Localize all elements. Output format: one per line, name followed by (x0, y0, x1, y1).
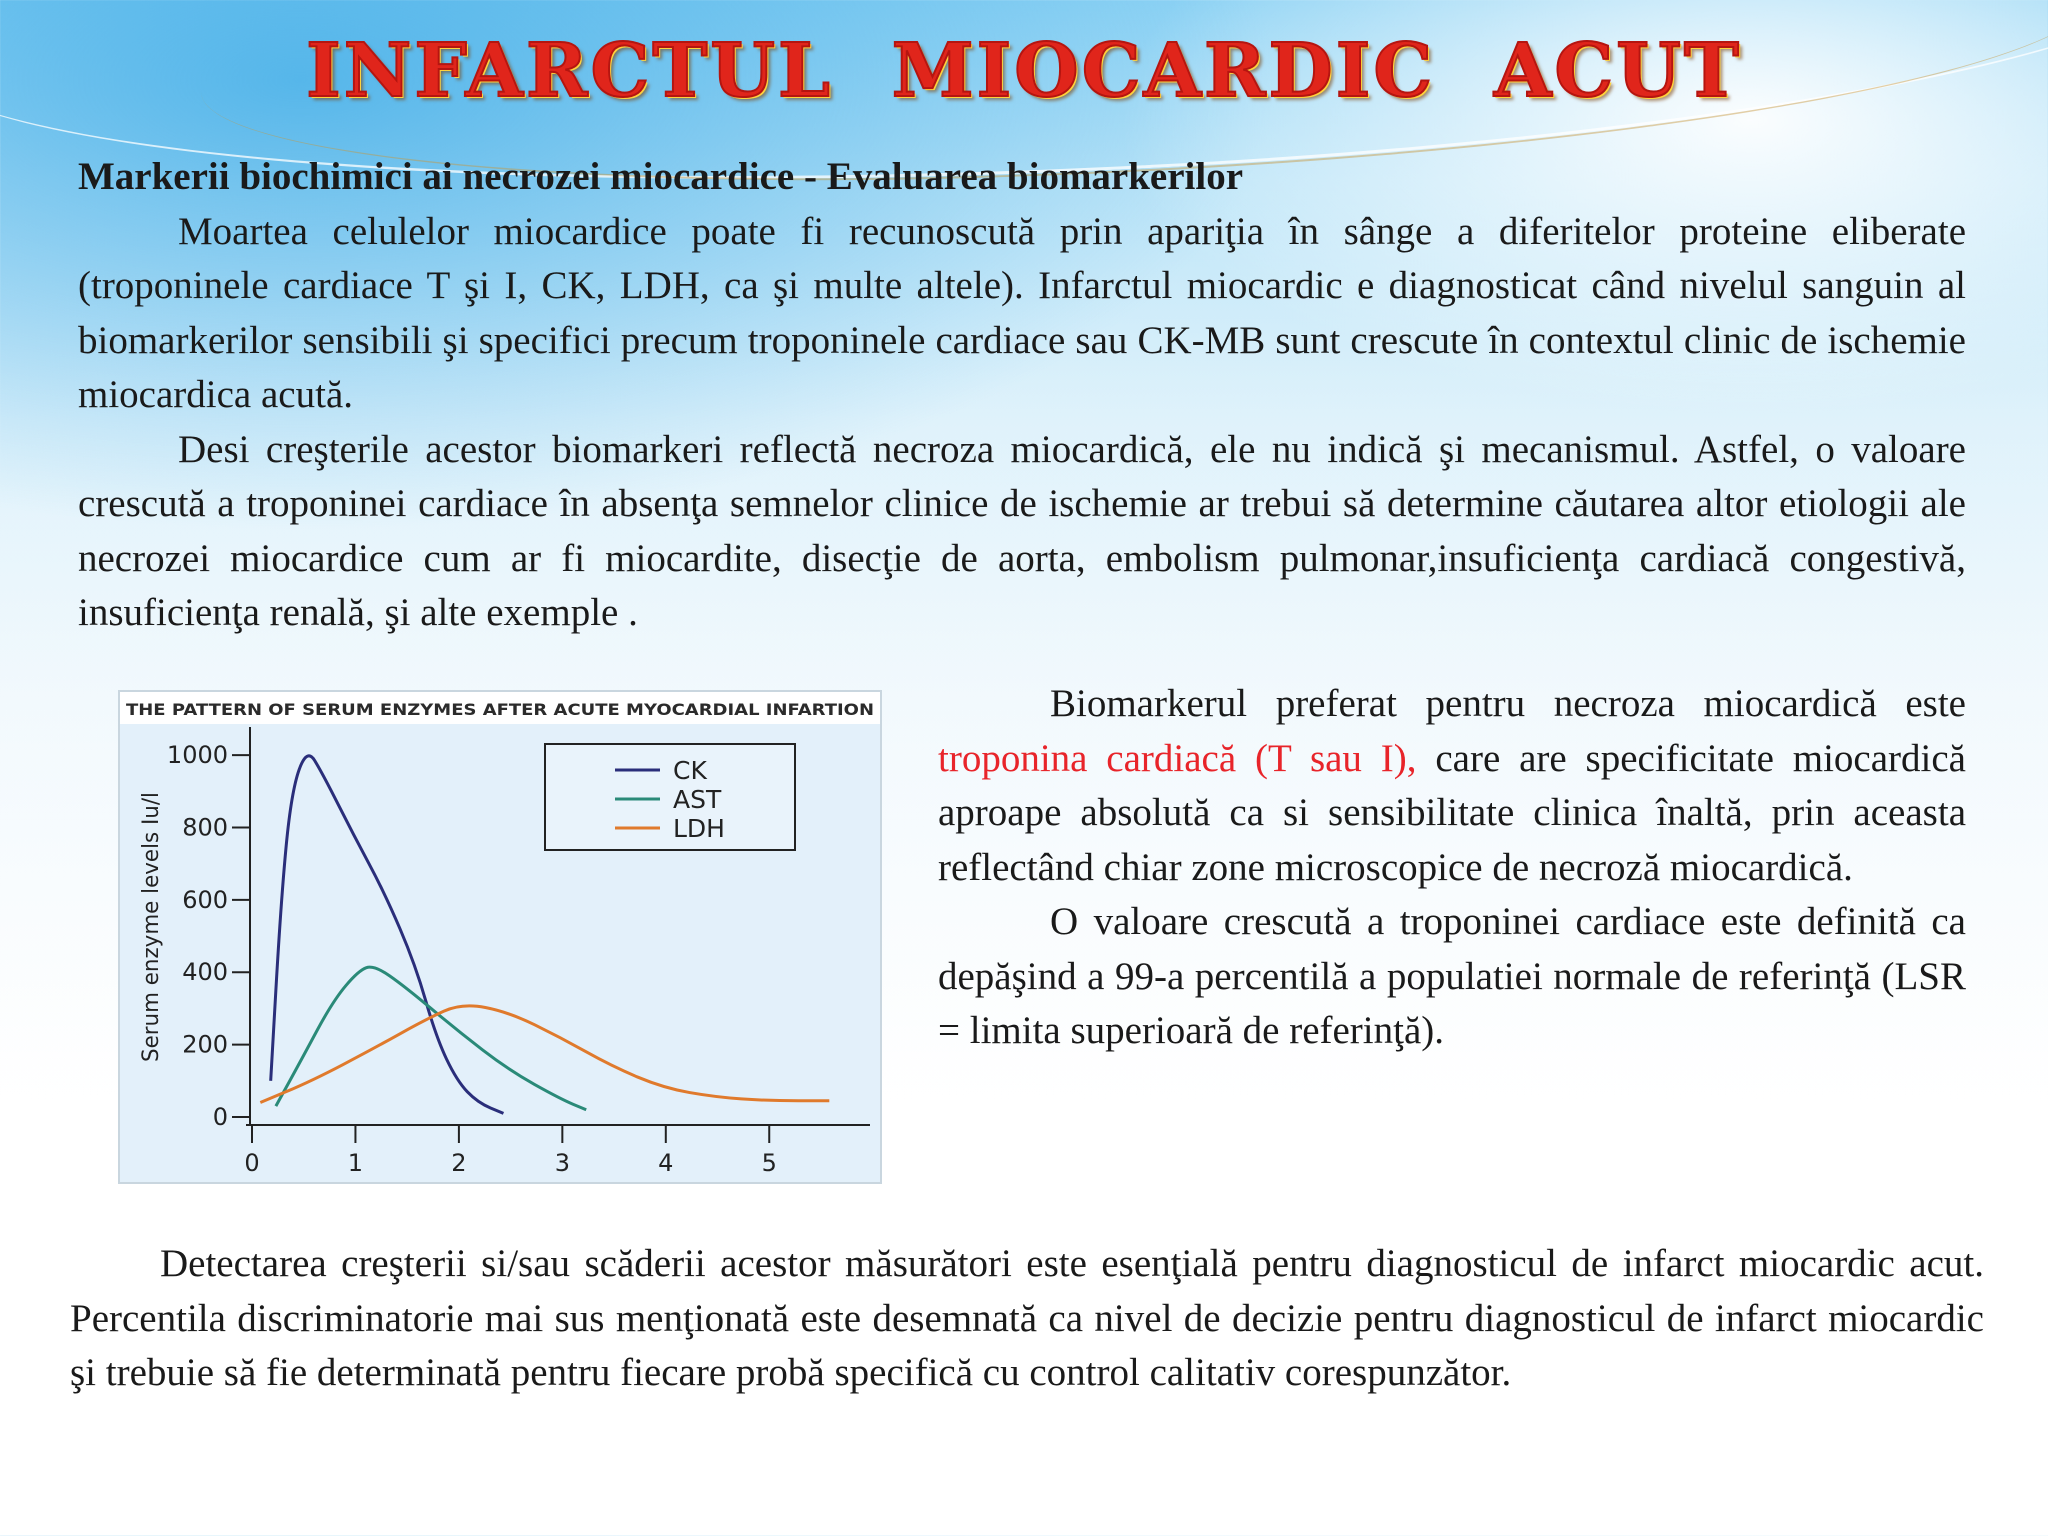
y-tick-label: 800 (182, 813, 228, 842)
legend-label-ck: CK (673, 756, 707, 785)
x-tick-label: 2 (451, 1149, 467, 1177)
y-axis-label: Serum enzyme levels Iu/l (139, 784, 164, 1062)
side-p1-before: Biomarkerul preferat pentru necroza miocardică este (1050, 682, 1966, 725)
side-p1-after: care are specificitate miocardică aproape absolută ca si sensibilitate clinica înaltă, prin aceasta reflectând chiar zone microscopice de necroză miocardică. (938, 736, 1966, 889)
paragraph-1 (78, 205, 1966, 423)
paragraph-2-text: Desi creşterile acestor biomarkeri reflectă necroza miocardică, ele nu indică şi mecanismul. Astfel, o valoare crescută a troponinei cardiace în absenţa semnelor clinice de ischemie ar trebui să determine căutarea altor etiologii ale necrozei miocardice cum ar fi miocardite, disecţie de aorta, embolism pulmonar,insuficienţa cardiacă congestivă, insuficienţa renală, şi alte exemple . (78, 427, 1966, 634)
enzyme-chart (118, 690, 882, 1184)
y-tick-label: 400 (182, 958, 228, 987)
section-heading: Markerii biochimici ai necrozei miocardice - Evaluarea biomarkerilor (78, 155, 1244, 198)
chart-legend (545, 744, 795, 850)
legend-label-ldh: LDH (673, 814, 725, 843)
bottom-paragraph-text: Detectarea creşterii si/sau scăderii acestor măsurători este esenţială pentru diagnosticul de infarct miocardic acut. Percentila discriminatorie mai sus menţionată este desemnată ca nivel de decizie pentru diagnosticul de infarct miocardic şi trebuie să fie determinată pentru fiecare probă specifică cu control calitativ corespunzător. (70, 1242, 1984, 1394)
y-tick-label: 0 (212, 1103, 228, 1131)
y-tick-label: 1000 (166, 741, 228, 770)
paragraph-2 (78, 423, 1966, 641)
x-tick-label: 3 (554, 1149, 570, 1177)
troponin-highlight: troponina cardiacă (T sau I), (938, 736, 1417, 780)
legend-label-ast: AST (673, 785, 722, 814)
paragraph-intro (78, 150, 1966, 641)
x-tick-label: 4 (658, 1149, 674, 1177)
side-p2-text: O valoare crescută a troponinei cardiace este definită ca depăşind a 99-a percentilă a populatiei normale de referinţă (LSR = limita superioară de referinţă). (938, 900, 1966, 1052)
x-tick-label: 0 (244, 1149, 260, 1177)
x-tick-label: 5 (761, 1149, 777, 1177)
bottom-paragraph (70, 1237, 1984, 1401)
enzyme-chart-svg (120, 692, 880, 1182)
chart-title: THE PATTERN OF SERUM ENZYMES AFTER ACUTE MYOCARDIAL INFARTION (126, 700, 874, 719)
side-paragraph-1 (938, 677, 1966, 895)
slide-title: INFARCTUL MIOCARDIC ACUT (306, 28, 1742, 114)
paragraph-1-text: Moartea celulelor miocardice poate fi recunoscută prin apariţia în sânge a diferitelor proteine eliberate (troponinele cardiace T şi I, CK, LDH, ca şi multe altele). Infarctul miocardic e diagnosticat când nivelul sanguin al biomarkerilor sensibili şi specifici precum troponinele cardiace sau CK-MB sunt crescute în contextul clinic de ischemie miocardica acută. (78, 209, 1966, 416)
x-tick-label: 1 (347, 1149, 364, 1177)
side-text (938, 677, 1966, 1059)
side-paragraph-2 (938, 895, 1966, 1059)
y-tick-label: 600 (182, 885, 228, 914)
y-tick-label: 200 (182, 1030, 228, 1059)
